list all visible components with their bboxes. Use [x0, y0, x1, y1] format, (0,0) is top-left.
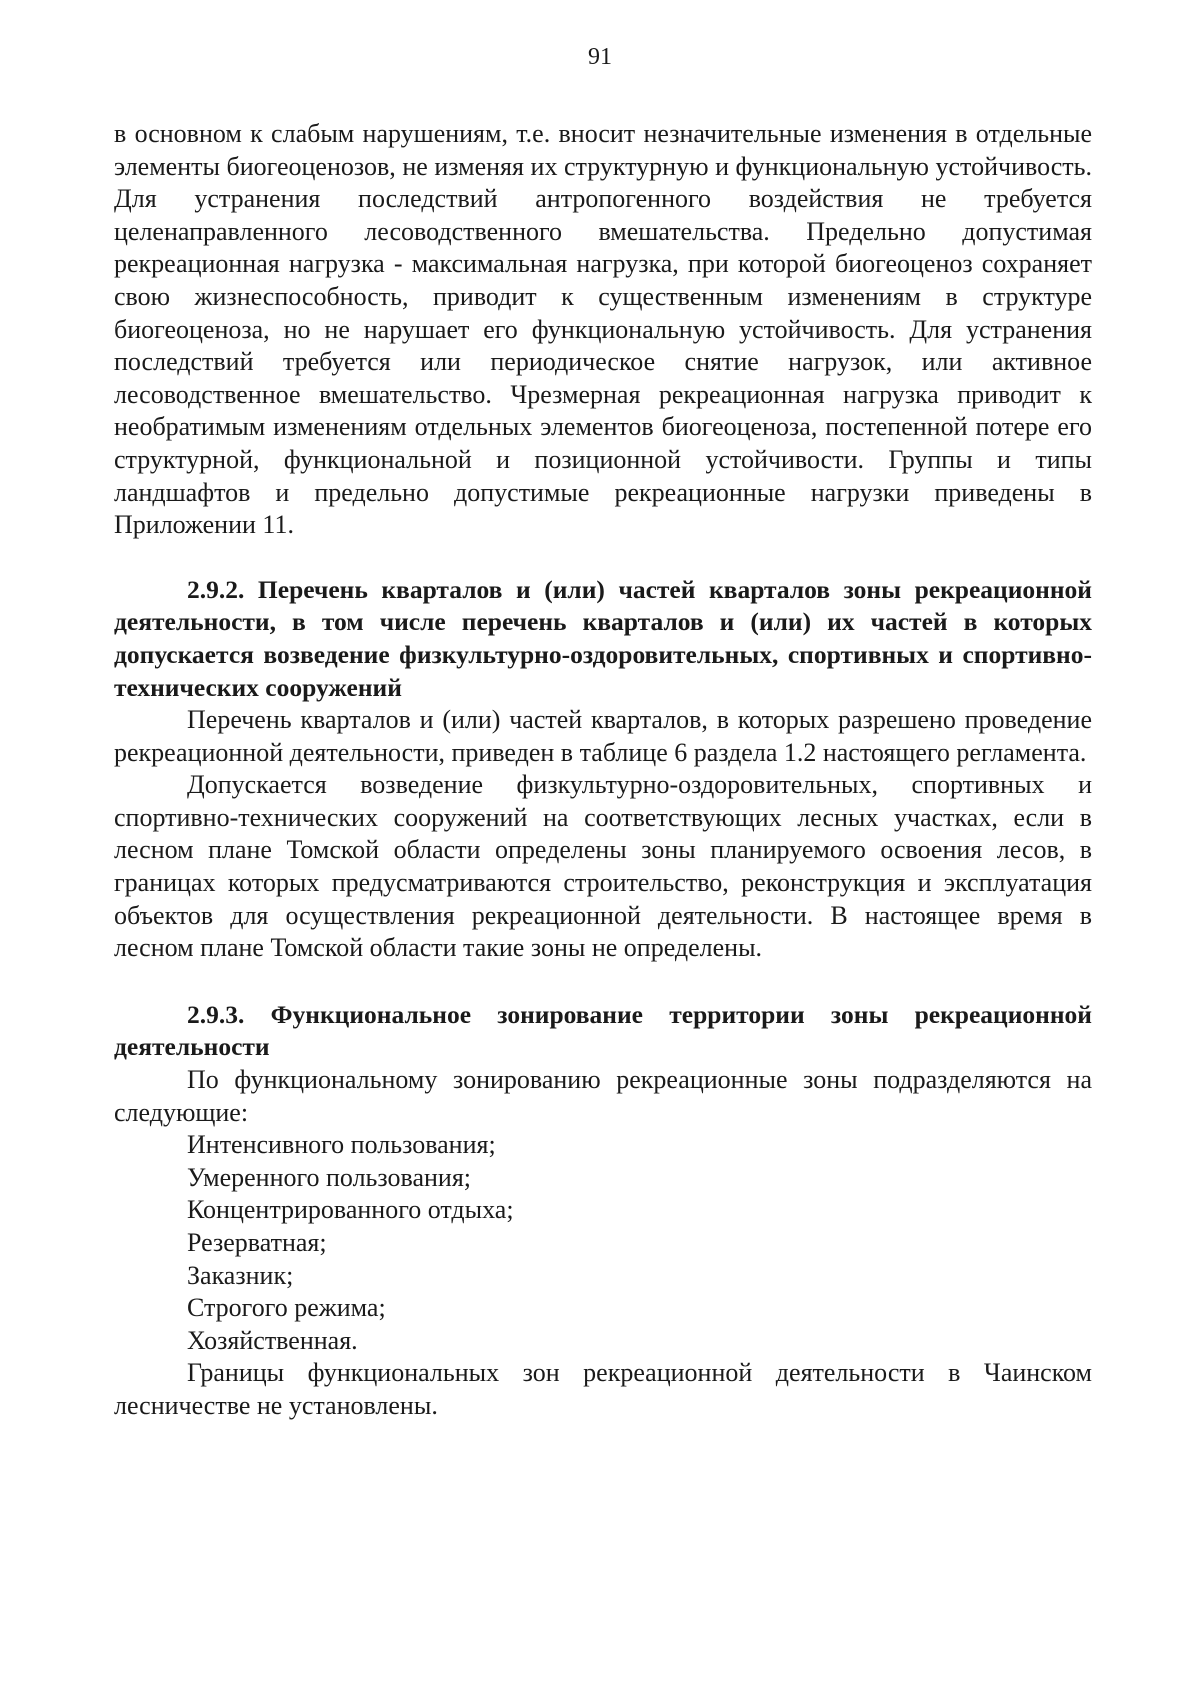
page-number: 91	[588, 44, 612, 70]
section-heading-2-9-3: 2.9.3. Функциональное зонирование территории зоны рекреационной деятельности	[114, 999, 1092, 1062]
section-heading-2-9-2: 2.9.2. Перечень кварталов и (или) частей кварталов зоны рекреационной деятельности, в том числе перечень кварталов и (или) их частей в которых допускается возведение физкультурно-оздоровительных, спортивных и спортивно-технических сооружений	[114, 574, 1092, 702]
list-item: Строгого режима;	[187, 1293, 386, 1323]
spacer	[114, 542, 1092, 574]
paragraph-continuation: в основном к слабым нарушениям, т.е. вносит незначительные изменения в отдельные элементы биогеоценозов, не изменяя их структурную и функциональную устойчивость. Для устранения последствий антропогенного воздействия не требуется целенаправленного лесоводственного вмешательства. Предельно допустимая рекреационная нагрузка - максимальная нагрузка, при которой биогеоценоз сохраняет свою жизнеспособность, приводит к существенным изменениям в структуре биогеоценоза, но не нарушает его функциональную устойчивость. Для устранения последствий требуется или периодическое снятие нагрузок, или активное лесоводственное вмешательство. Чрезмерная рекреационная нагрузка приводит к необратимым изменениям отдельных элементов биогеоценоза, постепенной потере его структурной, функциональной и позиционной устойчивости. Группы и типы ландшафтов и предельно допустимые рекреационные нагрузки приведены в Приложении 11.	[114, 119, 1092, 540]
paragraph-construction-allowed: Допускается возведение физкультурно-оздоровительных, спортивных и спортивно-технических сооружений на соответствующих лесных участках, если в лесном плане Томской области определены зоны планируемого освоения лесов, в границах которых предусматриваются строительство, реконструкция и эксплуатация объектов для осуществления рекреационной деятельности. В настоящее время в лесном плане Томской области такие зоны не определены.	[114, 770, 1092, 963]
list-item: Резерватная;	[187, 1228, 327, 1257]
list-item: Интенсивного пользования;	[187, 1130, 496, 1160]
list-item: Концентрированного отдыха;	[187, 1195, 514, 1225]
paragraph-quarters-list: Перечень кварталов и (или) частей кварталов, в которых разрешено проведение рекреационной деятельности, приведен в таблице 6 раздела 1.2 настоящего регламента.	[114, 705, 1092, 767]
spacer	[114, 965, 1092, 999]
document-body	[114, 118, 1092, 1423]
list-item: Умеренного пользования;	[187, 1162, 472, 1192]
list-item: Хозяйственная.	[187, 1325, 358, 1355]
paragraph-zoning-intro: По функциональному зонированию рекреационные зоны подразделяются на следующие:	[114, 1065, 1092, 1127]
zones-list	[114, 1129, 1092, 1357]
list-item: Заказник;	[187, 1260, 294, 1290]
paragraph-zones-not-established: Границы функциональных зон рекреационной деятельности в Чаинском лесничестве не установлены.	[114, 1358, 1092, 1420]
